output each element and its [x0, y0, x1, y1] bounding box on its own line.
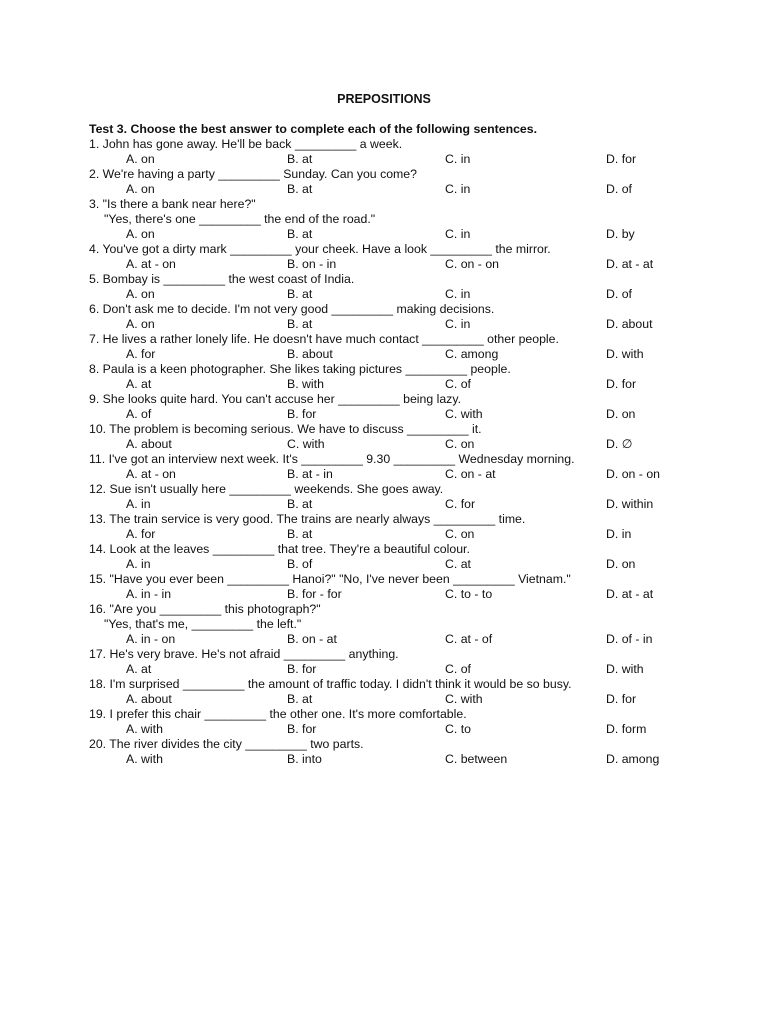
answer-option-b[interactable]: B. for [287, 722, 317, 736]
answer-option-d[interactable]: D. for [606, 692, 637, 706]
answer-options [89, 437, 729, 452]
answer-option-b[interactable]: C. with [287, 437, 325, 451]
question-item [89, 197, 729, 242]
question-text: 13. The train service is very good. The trains are nearly always _________ time. [89, 512, 526, 526]
answer-option-c[interactable]: C. of [445, 662, 471, 676]
answer-option-c[interactable]: C. in [445, 317, 471, 331]
answer-option-b[interactable]: B. at [287, 317, 313, 331]
question-item [89, 677, 729, 707]
answer-option-d[interactable]: D. on - on [606, 467, 660, 481]
question-text: 18. I'm surprised _________ the amount of traffic today. I didn't think it would be so busy. [89, 677, 572, 691]
answer-option-b[interactable]: B. at - in [287, 467, 333, 481]
answer-option-d[interactable]: D. with [606, 347, 644, 361]
question-text: "Yes, there's one _________ the end of the road." [104, 212, 376, 226]
question-item [89, 242, 729, 272]
page-title: PREPOSITIONS [337, 92, 431, 106]
answer-options [89, 407, 729, 422]
question-text: 14. Look at the leaves _________ that tree. They're a beautiful colour. [89, 542, 470, 556]
answer-option-c[interactable]: C. on - at [445, 467, 496, 481]
question-text: 6. Don't ask me to decide. I'm not very good _________ making decisions. [89, 302, 495, 316]
question-text: 11. I've got an interview next week. It's _________ 9.30 _________ Wednesday morning. [89, 452, 575, 466]
answer-option-c[interactable]: C. to [445, 722, 471, 736]
answer-options [89, 527, 729, 542]
answer-option-a[interactable]: A. in - on [126, 632, 176, 646]
answer-option-b[interactable]: B. into [287, 752, 322, 766]
answer-option-b[interactable]: B. for [287, 662, 317, 676]
question-text: 9. She looks quite hard. You can't accuse her _________ being lazy. [89, 392, 461, 406]
answer-option-a[interactable]: A. at [126, 662, 152, 676]
question-text: 8. Paula is a keen photographer. She likes taking pictures _________ people. [89, 362, 511, 376]
answer-option-d[interactable]: D. for [606, 377, 637, 391]
question-item [89, 332, 729, 362]
answer-option-d[interactable]: D. at - at [606, 257, 654, 271]
answer-option-b[interactable]: B. on - at [287, 632, 337, 646]
answer-option-c[interactable]: C. among [445, 347, 499, 361]
answer-options [89, 692, 729, 707]
question-item [89, 512, 729, 542]
answer-option-b[interactable]: B. at [287, 227, 313, 241]
answer-option-d[interactable]: D. in [606, 527, 632, 541]
question-text: 19. I prefer this chair _________ the other one. It's more comfortable. [89, 707, 467, 721]
question-item [89, 572, 729, 602]
answer-option-d[interactable]: D. among [606, 752, 660, 766]
answer-option-a[interactable]: A. about [126, 437, 172, 451]
answer-option-c[interactable]: C. on [445, 527, 475, 541]
worksheet-content [89, 122, 729, 767]
answer-options [89, 497, 729, 512]
answer-option-a[interactable]: A. on [126, 287, 155, 301]
answer-option-d[interactable]: D. on [606, 557, 636, 571]
answer-option-d[interactable]: D. of [606, 182, 632, 196]
question-item [89, 452, 729, 482]
answer-option-c[interactable]: C. in [445, 287, 471, 301]
answer-options [89, 587, 729, 602]
question-item [89, 707, 729, 737]
answer-option-d[interactable]: D. ∅ [606, 437, 633, 451]
question-text: 5. Bombay is _________ the west coast of India. [89, 272, 355, 286]
question-text: 2. We're having a party _________ Sunday. Can you come? [89, 167, 417, 181]
question-item [89, 167, 729, 197]
answer-option-c[interactable]: C. with [445, 692, 483, 706]
answer-options [89, 152, 729, 167]
answer-option-b[interactable]: B. at [287, 692, 313, 706]
question-text: 3. "Is there a bank near here?" [89, 197, 256, 211]
answer-option-c[interactable]: C. in [445, 152, 471, 166]
answer-option-a[interactable]: A. with [126, 752, 163, 766]
question-item [89, 392, 729, 422]
question-text: 17. He's very brave. He's not afraid _________ anything. [89, 647, 399, 661]
answer-option-b[interactable]: B. with [287, 377, 324, 391]
answer-option-b[interactable]: B. at [287, 527, 313, 541]
answer-options [89, 287, 729, 302]
answer-options [89, 752, 729, 767]
answer-options [89, 317, 729, 332]
answer-option-a[interactable]: A. for [126, 527, 156, 541]
answer-option-b[interactable]: B. at [287, 497, 313, 511]
answer-options [89, 722, 729, 737]
answer-option-a[interactable]: A. about [126, 692, 172, 706]
question-item [89, 482, 729, 512]
answer-option-c[interactable]: C. with [445, 407, 483, 421]
test-instruction: Test 3. Choose the best answer to complete each of the following sentences. [89, 122, 538, 136]
question-item [89, 137, 729, 167]
question-text: 7. He lives a rather lonely life. He doesn't have much contact _________ other people. [89, 332, 559, 346]
answer-options [89, 257, 729, 272]
answer-option-d[interactable]: D. on [606, 407, 636, 421]
question-text: 10. The problem is becoming serious. We have to discuss _________ it. [89, 422, 482, 436]
answer-option-c[interactable]: C. on [445, 437, 475, 451]
answer-option-c[interactable]: C. on - on [445, 257, 499, 271]
question-item [89, 737, 729, 767]
answer-option-a[interactable]: A. with [126, 722, 163, 736]
answer-options [89, 467, 729, 482]
question-item [89, 422, 729, 452]
question-text: 15. "Have you ever been _________ Hanoi?" "No, I've never been _________ Vietnam." [89, 572, 571, 586]
question-item [89, 647, 729, 677]
question-text: 20. The river divides the city _________ two parts. [89, 737, 364, 751]
answer-option-d[interactable]: D. about [606, 317, 653, 331]
answer-option-a[interactable]: A. in [126, 557, 151, 571]
answer-option-a[interactable]: A. in - in [126, 587, 172, 601]
answer-option-a[interactable]: A. on [126, 317, 155, 331]
question-item [89, 362, 729, 392]
answer-option-d[interactable]: D. of - in [606, 632, 653, 646]
answer-option-b[interactable]: B. about [287, 347, 333, 361]
question-text: 4. You've got a dirty mark _________ your cheek. Have a look _________ the mirror. [89, 242, 551, 256]
answer-option-a[interactable]: A. on [126, 152, 155, 166]
answer-option-c[interactable]: C. for [445, 497, 476, 511]
answer-option-c[interactable]: C. at [445, 557, 471, 571]
answer-option-d[interactable]: D. at - at [606, 587, 654, 601]
answer-options [89, 347, 729, 362]
answer-option-d[interactable]: D. for [606, 152, 637, 166]
answer-option-b[interactable]: B. at [287, 182, 313, 196]
answer-option-b[interactable]: B. for [287, 407, 317, 421]
answer-options [89, 227, 729, 242]
question-list [89, 137, 729, 767]
answer-option-a[interactable]: A. for [126, 347, 156, 361]
answer-options [89, 557, 729, 572]
answer-option-d[interactable]: D. by [606, 227, 635, 241]
answer-option-b[interactable]: B. for - for [287, 587, 342, 601]
answer-option-b[interactable]: B. of [287, 557, 313, 571]
answer-options [89, 632, 729, 647]
answer-option-c[interactable]: C. of [445, 377, 471, 391]
answer-option-d[interactable]: D. form [606, 722, 647, 736]
answer-option-c[interactable]: C. at - of [445, 632, 493, 646]
answer-option-d[interactable]: D. within [606, 497, 654, 511]
answer-option-a[interactable]: A. on [126, 182, 155, 196]
answer-option-b[interactable]: B. at [287, 152, 313, 166]
question-text: "Yes, that's me, _________ the left." [104, 617, 302, 631]
answer-option-c[interactable]: C. in [445, 182, 471, 196]
answer-option-a[interactable]: A. at - on [126, 467, 176, 481]
question-item [89, 302, 729, 332]
question-text: 16. "Are you _________ this photograph?" [89, 602, 321, 616]
answer-option-a[interactable]: A. in [126, 497, 151, 511]
question-text: 1. John has gone away. He'll be back _________ a week. [89, 137, 403, 151]
question-item [89, 542, 729, 572]
answer-option-c[interactable]: C. between [445, 752, 508, 766]
answer-option-a[interactable]: A. at [126, 377, 152, 391]
answer-option-d[interactable]: D. of [606, 287, 632, 301]
answer-option-c[interactable]: C. to - to [445, 587, 493, 601]
answer-options [89, 182, 729, 197]
answer-option-a[interactable]: A. of [126, 407, 152, 421]
question-item [89, 602, 729, 647]
answer-option-b[interactable]: B. on - in [287, 257, 337, 271]
answer-option-a[interactable]: A. on [126, 227, 155, 241]
answer-options [89, 662, 729, 677]
answer-options [89, 377, 729, 392]
answer-option-a[interactable]: A. at - on [126, 257, 176, 271]
answer-option-b[interactable]: B. at [287, 287, 313, 301]
question-text: 12. Sue isn't usually here _________ weekends. She goes away. [89, 482, 444, 496]
answer-option-d[interactable]: D. with [606, 662, 644, 676]
question-item [89, 272, 729, 302]
answer-option-c[interactable]: C. in [445, 227, 471, 241]
